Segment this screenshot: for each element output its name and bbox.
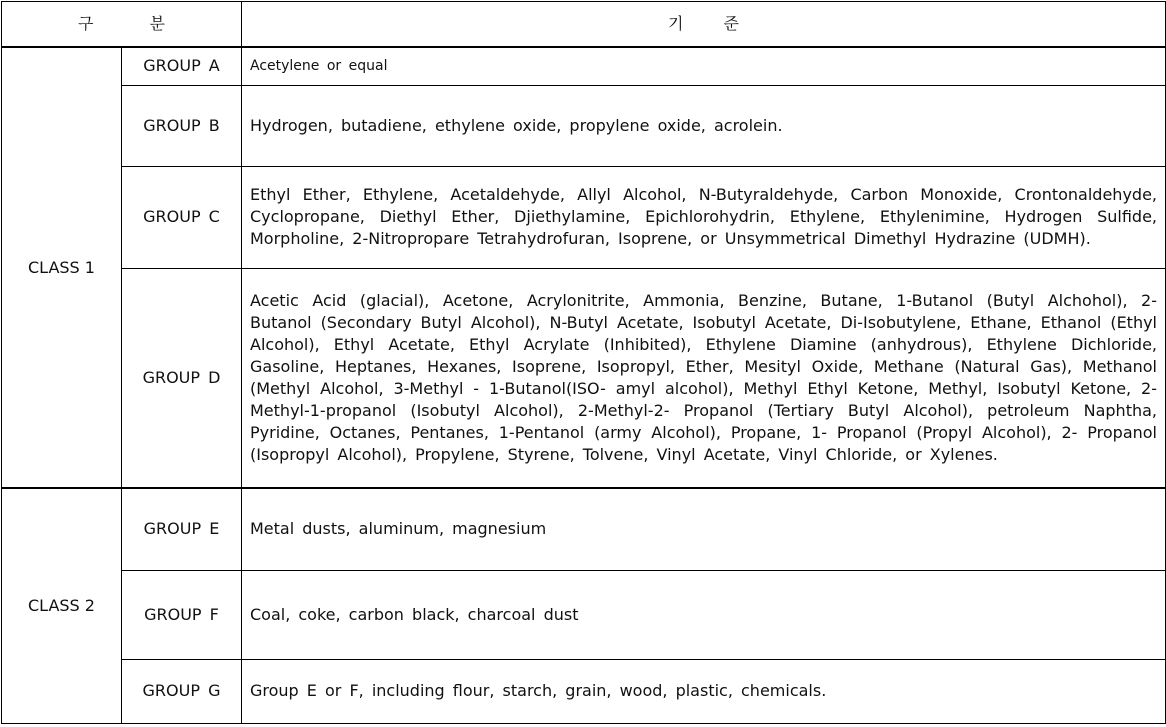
table-row — [2, 85, 1166, 166]
classification-table — [1, 1, 1166, 724]
header-category-char-2: 분 — [149, 14, 165, 33]
table-row — [2, 268, 1166, 488]
group-criteria: Acetic Acid (glacial), Acetone, Acrylonitrite, Ammonia, Benzine, Butane, 1-Butanol (Butyl Alchohol), 2-Butanol (Secondary Butyl Alcohol), N-Butyl Acetate, Isobutyl Acetate, Di-Isobutylene, Ethane, Ethanol (Ethyl Alcohol), Ethyl Acetate, Ethyl Acrylate (Inhibited), Ethylene Diamine (anhydrous), Ethylene Dichloride, Gasoline, Heptanes, Hexanes, Isoprene, Isopropyl, Ether, Mesityl Oxide, Methane (Natural Gas), Methanol (Methyl Alcohol, 3-Methyl - 1-Butanol(ISO- amyl alcohol), Methyl Ethyl Ketone, Methyl, Isobutyl Ketone, 2-Methyl-1-propanol (Isobutyl Alcohol), 2-Methyl-2- Propanol (Tertiary Butyl Alcohol), petroleum Naphtha, Pyridine, Octanes, Pentanes, 1-Pentanol (army Alcohol), Propane, 1- Propanol (Propyl Alcohol), 2- Propanol (Isopropyl Alcohol), Propylene, Styrene, Tolvene, Vinyl Acetate, Vinyl Chloride, or Xylenes. — [242, 268, 1166, 488]
group-criteria: Acetylene or equal — [242, 47, 1166, 85]
group-label: GROUP D — [122, 268, 242, 488]
table-row — [2, 47, 1166, 85]
group-criteria: Hydrogen, butadiene, ethylene oxide, propylene oxide, acrolein. — [242, 85, 1166, 166]
table-row — [2, 659, 1166, 723]
table-row — [2, 488, 1166, 570]
header-criteria-char-2: 준 — [723, 14, 739, 33]
header-criteria-char-1: 기 — [668, 14, 684, 33]
group-criteria: Group E or F, including flour, starch, grain, wood, plastic, chemicals. — [242, 659, 1166, 723]
group-criteria: Ethyl Ether, Ethylene, Acetaldehyde, Allyl Alcohol, N-Butyraldehyde, Carbon Monoxide, Crontonaldehyde, Cyclopropane, Diethyl Ether, Djiethylamine, Epichlorohydrin, Ethylene, Ethylenimine, Hydrogen Sulfide, Morpholine, 2-Nitropropare Tetrahydrofuran, Isoprene, or Unsymmetrical Dimethyl Hydrazine (UDMH). — [242, 166, 1166, 268]
class-label: CLASS 1 — [2, 47, 122, 488]
group-criteria: Metal dusts, aluminum, magnesium — [242, 488, 1166, 570]
class-label: CLASS 2 — [2, 488, 122, 723]
table-row — [2, 570, 1166, 659]
group-label: GROUP F — [122, 570, 242, 659]
header-row — [2, 2, 1166, 48]
table-row — [2, 166, 1166, 268]
group-criteria: Coal, coke, carbon black, charcoal dust — [242, 570, 1166, 659]
group-label: GROUP E — [122, 488, 242, 570]
group-label: GROUP B — [122, 85, 242, 166]
header-criteria — [242, 2, 1166, 48]
group-label: GROUP C — [122, 166, 242, 268]
header-category — [2, 2, 242, 48]
group-label: GROUP A — [122, 47, 242, 85]
header-category-char-1: 구 — [78, 14, 94, 33]
group-label: GROUP G — [122, 659, 242, 723]
